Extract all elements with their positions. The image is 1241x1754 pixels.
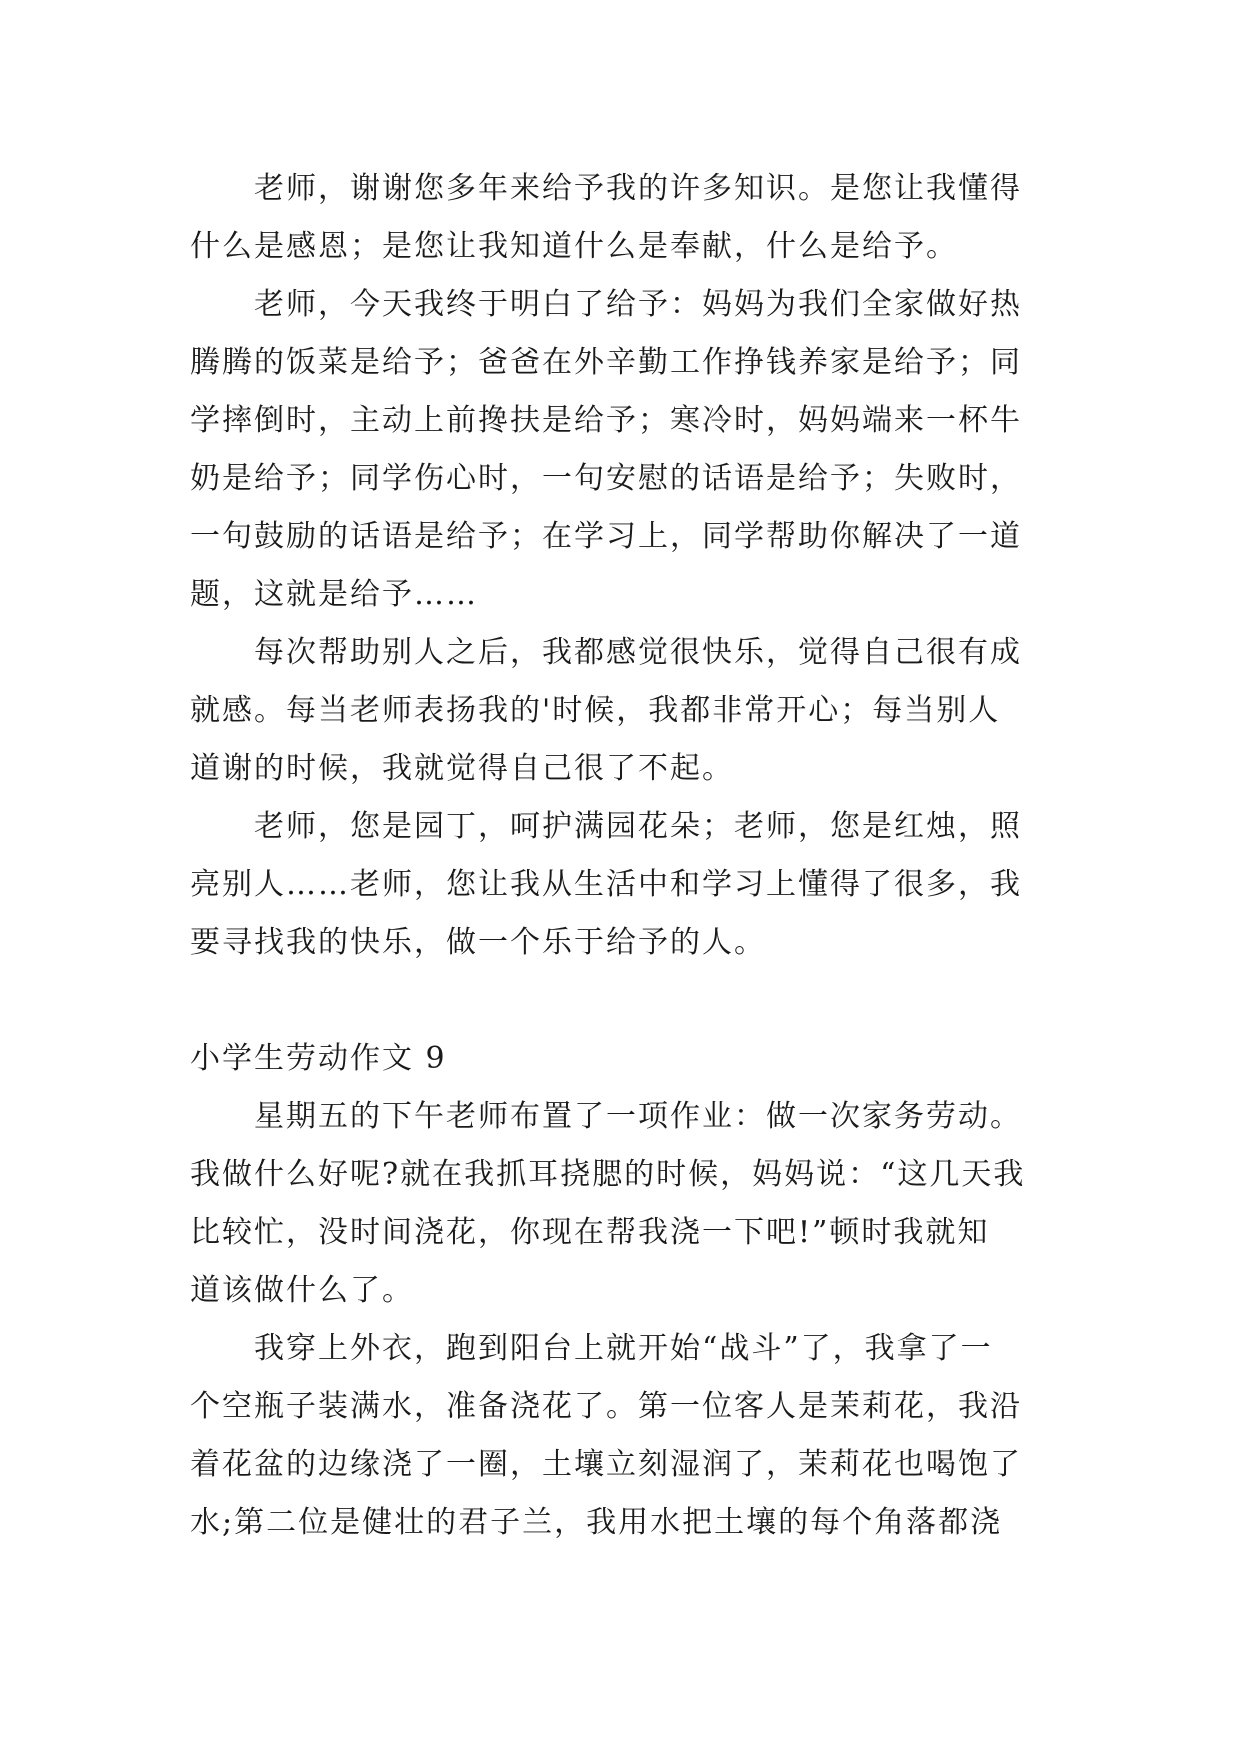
text-line: 要寻找我的快乐，做一个乐于给予的人。 xyxy=(190,925,766,960)
text-line: 亮别人……老师，您让我从生活中和学习上懂得了很多，我 xyxy=(190,867,1022,902)
essay-block-2 xyxy=(190,1088,1060,1552)
text-line: 星期五的下午老师布置了一项作业：做一次家务劳动。 xyxy=(190,1099,1022,1134)
text-line: 老师，您是园丁，呵护满园花朵；老师，您是红烛，照 xyxy=(190,809,1022,844)
essay-block-1 xyxy=(190,160,1060,972)
text-line: 什么是感恩；是您让我知道什么是奉献，什么是给予。 xyxy=(190,229,958,264)
text-line: 着花盆的边缘浇了一圈，土壤立刻湿润了，茉莉花也喝饱了 xyxy=(190,1447,1022,1482)
text-line: 比较忙，没时间浇花，你现在帮我浇一下吧!”顿时我就知 xyxy=(190,1215,990,1250)
text-line: 老师，今天我终于明白了给予：妈妈为我们全家做好热 xyxy=(190,287,1022,322)
text-line: 一句鼓励的话语是给予；在学习上，同学帮助你解决了一道 xyxy=(190,519,1022,554)
section-heading: 小学生劳动作文 9 xyxy=(190,1041,447,1076)
text-line: 就感。每当老师表扬我的'时候，我都非常开心；每当别人 xyxy=(190,693,1001,728)
text-line: 老师，谢谢您多年来给予我的许多知识。是您让我懂得 xyxy=(190,171,1022,206)
section-spacer xyxy=(190,972,1060,1030)
text-line: 题，这就是给予…… xyxy=(190,577,478,612)
text-line: 道该做什么了。 xyxy=(190,1273,414,1308)
text-line: 我做什么好呢?就在我抓耳挠腮的时候，妈妈说：“这几天我 xyxy=(190,1157,1026,1192)
text-line: 水;第二位是健壮的君子兰，我用水把土壤的每个角落都浇 xyxy=(190,1505,1003,1540)
text-line: 我穿上外衣，跑到阳台上就开始“战斗”了，我拿了一 xyxy=(190,1331,993,1366)
text-line: 奶是给予；同学伤心时，一句安慰的话语是给予；失败时， xyxy=(190,461,1022,496)
text-line: 腾腾的饭菜是给予；爸爸在外辛勤工作挣钱养家是给予；同 xyxy=(190,345,1022,380)
text-line: 个空瓶子装满水，准备浇花了。第一位客人是茉莉花，我沿 xyxy=(190,1389,1022,1424)
document-page xyxy=(190,160,1060,1552)
text-line: 每次帮助别人之后，我都感觉很快乐，觉得自己很有成 xyxy=(190,635,1022,670)
text-line: 学摔倒时，主动上前搀扶是给予；寒冷时，妈妈端来一杯牛 xyxy=(190,403,1022,438)
text-line: 道谢的时候，我就觉得自己很了不起。 xyxy=(190,751,734,786)
